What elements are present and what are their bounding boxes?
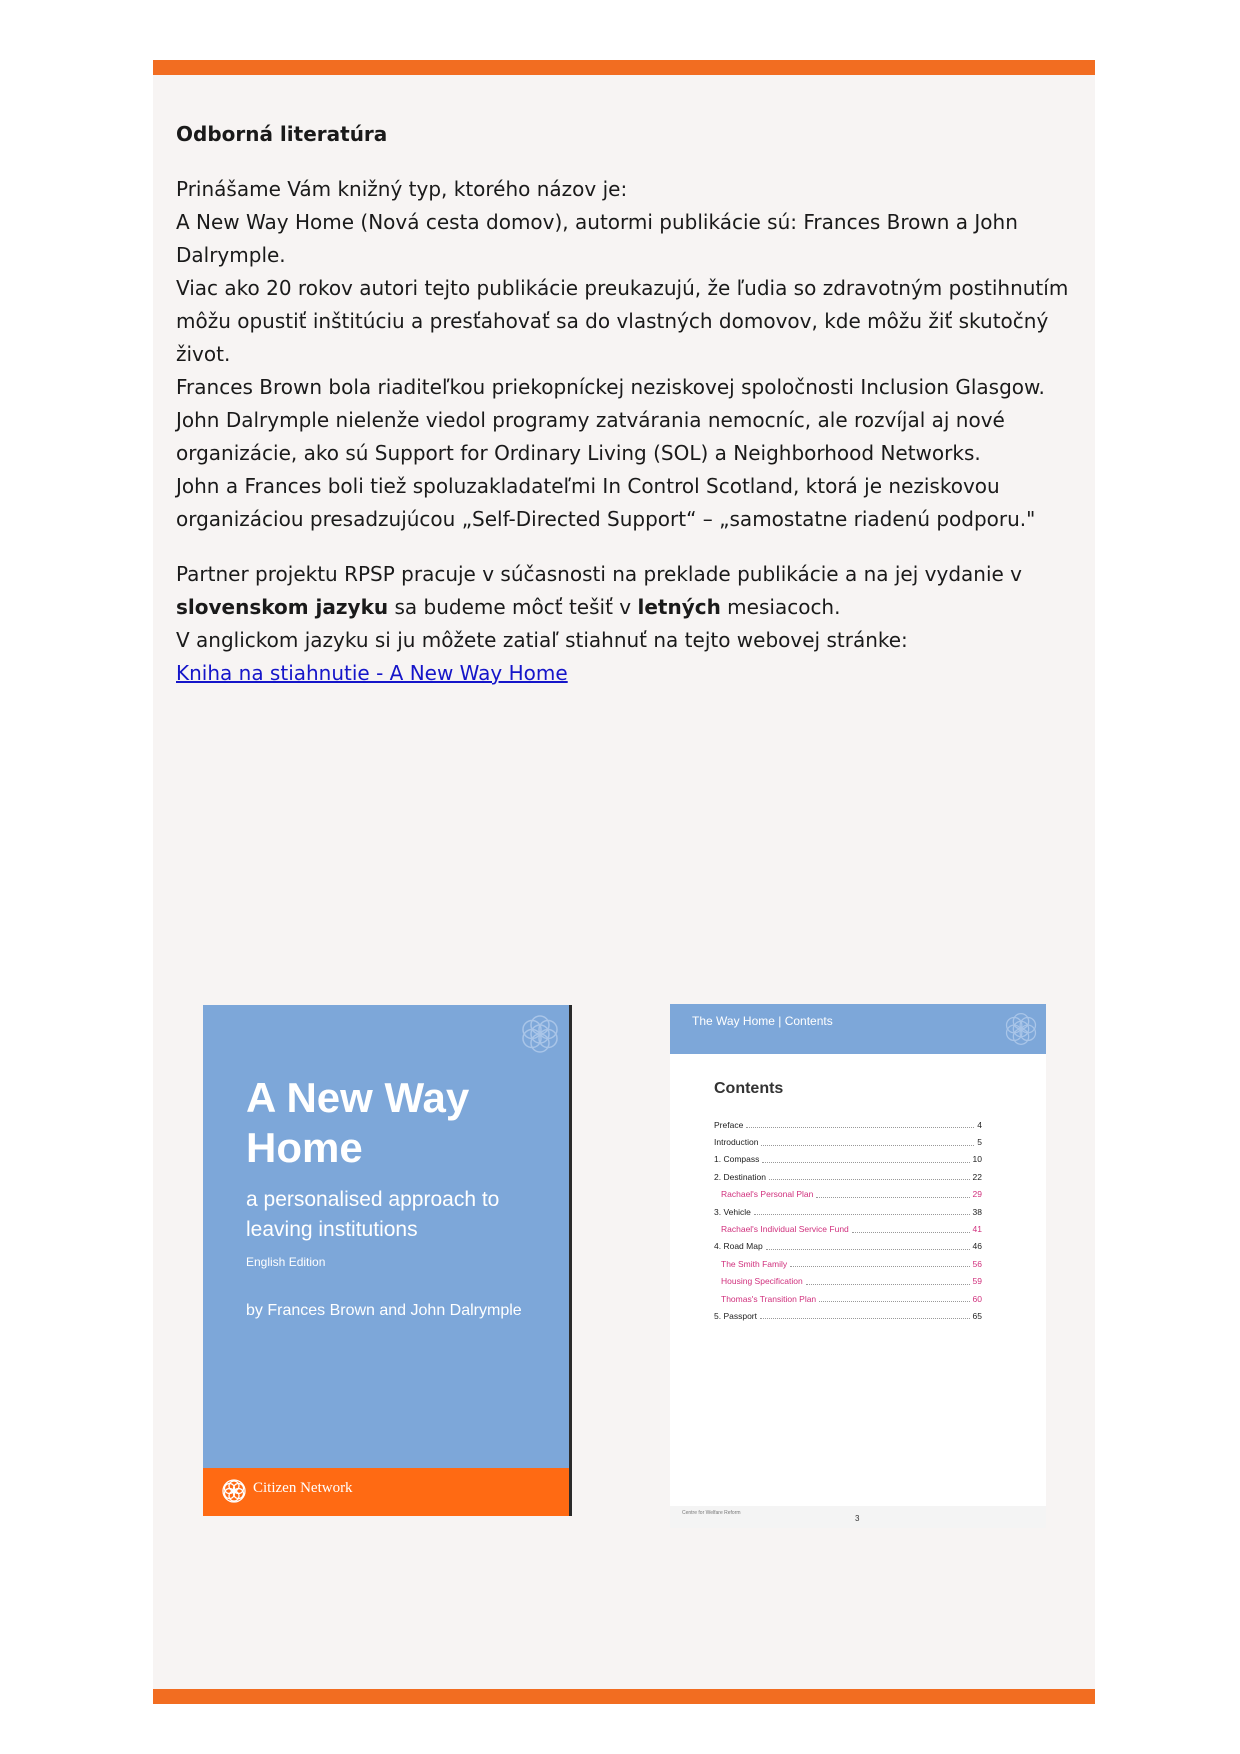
bold-season: letných [637, 595, 721, 619]
partner-end-text: mesiacoch. [720, 595, 841, 619]
contents-item-label: 1. Compass [714, 1154, 760, 1165]
contents-page-image [670, 1004, 1046, 1528]
contents-item-label: Housing Specification [721, 1276, 803, 1287]
contents-item [714, 1133, 982, 1150]
contents-item-leader [766, 1243, 970, 1250]
flower-pattern-icon [998, 1006, 1044, 1052]
article-content [176, 118, 1076, 712]
contents-item [714, 1273, 982, 1290]
contents-header-text: The Way Home | Contents [692, 1014, 833, 1028]
intro-line: Frances Brown bola riaditeľkou priekopníckej neziskovej spoločnosti Inclusion Glasgow. [176, 375, 1045, 399]
contents-item-leader [806, 1278, 970, 1285]
contents-item-leader [816, 1191, 969, 1198]
bottom-accent-bar [153, 1689, 1095, 1704]
contents-item [714, 1168, 982, 1185]
contents-item-label: 2. Destination [714, 1171, 766, 1182]
contents-item-label: 5. Passport [714, 1310, 757, 1321]
contents-item-page: 65 [972, 1310, 982, 1321]
contents-item-leader [746, 1121, 974, 1128]
publisher-name: Citizen Network [253, 1480, 353, 1496]
citizen-network-logo-icon [221, 1478, 247, 1504]
contents-item-label: The Smith Family [721, 1258, 788, 1269]
contents-item-leader [760, 1312, 970, 1319]
top-accent-bar [153, 60, 1095, 75]
contents-item [714, 1116, 982, 1133]
contents-item-page: 38 [972, 1206, 982, 1217]
contents-item-page: 29 [972, 1189, 982, 1200]
contents-item-label: Rachael's Personal Plan [721, 1189, 814, 1200]
contents-item-leader [761, 1139, 974, 1146]
contents-item-page: 10 [972, 1154, 982, 1165]
cover-subtitle-line: leaving institutions [246, 1218, 418, 1241]
contents-item-leader [762, 1156, 969, 1163]
cover-edition: English Edition [246, 1255, 326, 1269]
intro-line: A New Way Home (Nová cesta domov), autormi publikácie sú: Frances Brown a John [176, 210, 1018, 234]
contents-title: Contents [714, 1080, 784, 1097]
flower-pattern-icon [513, 1007, 567, 1061]
intro-line: život. [176, 342, 231, 366]
intro-line: organizáciou presadzujúcou „Self-Directed Support“ – „samostatne riadenú podporu." [176, 507, 1036, 531]
contents-item-page: 22 [972, 1171, 982, 1182]
contents-item-label: Rachael's Individual Service Fund [721, 1224, 849, 1235]
cover-title [246, 1073, 469, 1173]
contents-item-page: 60 [972, 1293, 982, 1304]
intro-line: Dalrymple. [176, 243, 286, 267]
partner-line: Partner projektu RPSP pracuje v súčasnosti na preklade publikácie a na jej vydanie v [176, 562, 1022, 586]
contents-item-leader [852, 1226, 970, 1233]
intro-line: môžu opustiť inštitúciu a presťahovať sa do vlastných domovov, kde môžu žiť skutočný [176, 309, 1049, 333]
cover-authors: by Frances Brown and John Dalrymple [246, 1302, 522, 1319]
contents-item-page: 59 [972, 1276, 982, 1287]
contents-item-page: 5 [977, 1137, 982, 1148]
contents-item-label: 3. Vehicle [714, 1206, 751, 1217]
download-line: V anglickom jazyku si ju môžete zatiaľ stiahnuť na tejto webovej stránke: [176, 628, 908, 652]
contents-item-page: 41 [972, 1224, 982, 1235]
contents-item-leader [790, 1260, 969, 1267]
contents-item [714, 1186, 982, 1203]
contents-item-label: Introduction [714, 1137, 759, 1148]
contents-item [714, 1290, 982, 1307]
contents-item [714, 1151, 982, 1168]
intro-line: organizácie, ako sú Support for Ordinary Living (SOL) a Neighborhood Networks. [176, 441, 981, 465]
contents-item [714, 1238, 982, 1255]
cover-title-line: Home [246, 1124, 363, 1171]
contents-footer [670, 1506, 1046, 1528]
contents-item-leader [754, 1208, 970, 1215]
bold-language: slovenskom jazyku [176, 595, 389, 619]
partner-paragraph [176, 558, 1076, 690]
contents-item [714, 1220, 982, 1237]
section-heading: Odborná literatúra [176, 122, 388, 146]
contents-item-label: Preface [714, 1119, 744, 1130]
contents-item-label: Thomas's Transition Plan [721, 1293, 817, 1304]
intro-line: Viac ako 20 rokov autori tejto publikácie preukazujú, že ľudia so zdravotným postihnutím [176, 276, 1069, 300]
contents-item [714, 1307, 982, 1324]
intro-paragraph [176, 173, 1076, 536]
contents-item-page: 4 [977, 1119, 982, 1130]
contents-item-label: 4. Road Map [714, 1241, 763, 1252]
intro-line: John Dalrymple nielenže viedol programy zatvárania nemocníc, ale rozvíjal aj nové [176, 408, 1005, 432]
contents-item-leader [769, 1173, 970, 1180]
cover-subtitle-line: a personalised approach to [246, 1188, 500, 1211]
contents-item [714, 1255, 982, 1272]
contents-header-band [670, 1004, 1046, 1054]
contents-item-page: 46 [972, 1241, 982, 1252]
intro-line: Prinášame Vám knižný typ, ktorého názov je: [176, 177, 628, 201]
cover-subtitle [246, 1185, 499, 1245]
contents-page-number: 3 [855, 1514, 860, 1523]
contents-list [714, 1116, 982, 1325]
partner-mid-text: sa budeme môcť tešiť v [388, 595, 638, 619]
contents-item-leader [819, 1295, 969, 1302]
contents-footer-text: Centre for Welfare Reform [682, 1510, 741, 1516]
download-link[interactable]: Kniha na stiahnutie - A New Way Home [176, 661, 568, 685]
book-cover-image [203, 1005, 572, 1516]
contents-item-page: 56 [972, 1258, 982, 1269]
intro-line: John a Frances boli tiež spoluzakladateľmi In Control Scotland, ktorá je neziskovou [176, 474, 1000, 498]
cover-footer [203, 1468, 569, 1516]
cover-title-line: A New Way [246, 1074, 470, 1121]
contents-item [714, 1203, 982, 1220]
partner-line-2 [176, 591, 1076, 624]
